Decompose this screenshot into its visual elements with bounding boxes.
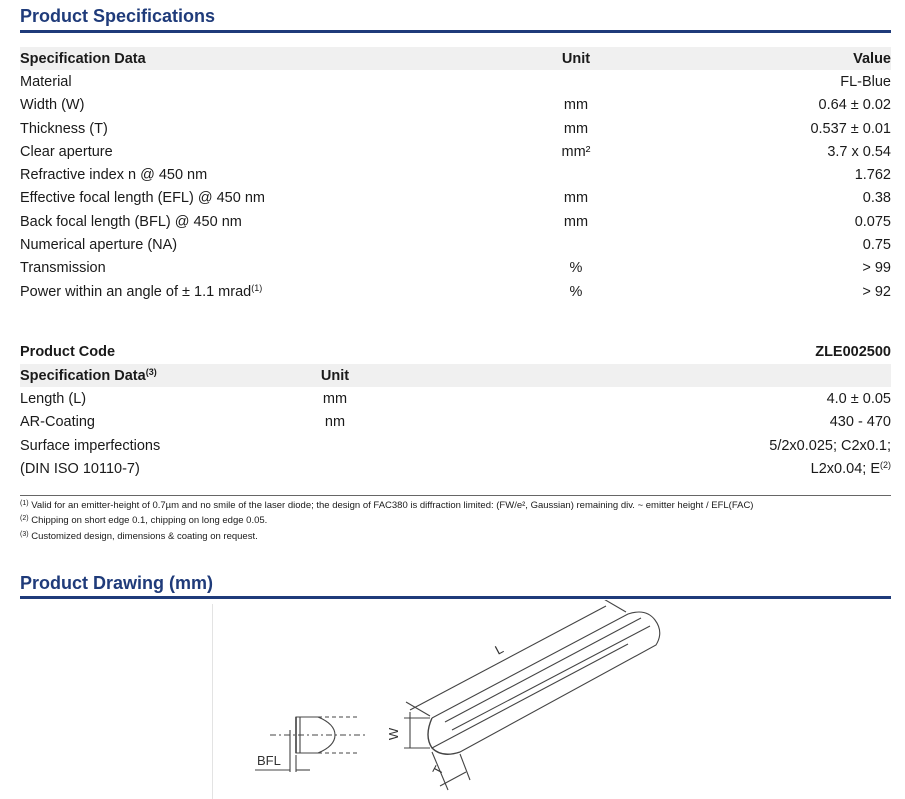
row-label: Transmission [20, 260, 106, 277]
lens-drawing [210, 600, 680, 799]
header-value-empty [400, 364, 891, 387]
header-spec-data: Specification Data [20, 47, 460, 70]
table-row [20, 140, 891, 163]
row-value: 3.7 x 0.54 [827, 143, 891, 160]
lens-3d-view [386, 600, 660, 790]
row-label: Refractive index n @ 450 nm [20, 167, 208, 184]
row-label: Width (W) [20, 97, 85, 114]
footnote-ref: (3) [145, 366, 157, 377]
footnote-2 [20, 515, 267, 526]
row-unit [270, 457, 400, 480]
table-row [20, 163, 891, 186]
table-row [20, 280, 891, 303]
header-value: Value [692, 47, 891, 70]
length-label: L [492, 641, 506, 658]
rod-bottom-edge [432, 644, 628, 748]
row-unit: mm² [561, 143, 591, 160]
thickness-label: T [429, 763, 447, 778]
row-value: FL-Blue [840, 73, 891, 90]
row-value: 0.38 [862, 190, 891, 207]
section-rule [20, 596, 891, 599]
row-value: > 92 [862, 283, 891, 300]
row-value: 4.0 ± 0.05 [826, 390, 891, 407]
spec-table [20, 47, 891, 303]
row-unit: % [569, 283, 583, 300]
row-value [400, 457, 891, 480]
row-label: Clear aperture [20, 143, 113, 160]
table-row [20, 457, 891, 480]
table-row [20, 70, 891, 93]
width-label: W [386, 727, 401, 741]
row-label-text: Power within an angle of ± 1.1 mrad [20, 283, 252, 300]
row-unit: mm [563, 120, 589, 137]
row-label: AR-Coating [20, 414, 95, 431]
table-row [20, 411, 891, 434]
row-unit: mm [563, 190, 589, 207]
row-label: Effective focal length (EFL) @ 450 nm [20, 190, 265, 207]
length-dimension-line [410, 606, 606, 710]
row-value: 1.762 [854, 167, 891, 184]
row-label: Material [20, 73, 72, 90]
product-spec-header [20, 364, 891, 387]
footnote-3 [20, 531, 258, 542]
footnote-text: Chipping on short edge 0.1, chipping on long edge 0.05. [31, 515, 268, 526]
row-unit: mm [563, 213, 589, 230]
row-label: Numerical aperture (NA) [20, 237, 178, 254]
row-unit: % [569, 260, 583, 277]
row-label [20, 280, 460, 303]
row-unit [460, 163, 692, 186]
product-code-label: Product Code [20, 344, 116, 360]
table-row [20, 187, 891, 210]
row-label: (DIN ISO 10110-7) [20, 460, 140, 477]
row-unit: mm [322, 390, 348, 407]
rod-outline-top [432, 612, 660, 752]
product-spec-table [20, 364, 891, 480]
rod-face-line-2 [452, 626, 650, 730]
footnote-mark: (3) [20, 531, 29, 538]
row-value: > 99 [862, 260, 891, 277]
row-value: 5/2x0.025; C2x0.1; [769, 437, 891, 454]
footnote-1 [20, 500, 753, 511]
footnote-divider [20, 495, 891, 496]
bfl-label: BFL [257, 753, 281, 768]
table-row [20, 434, 891, 457]
footnote-mark: (2) [20, 515, 29, 522]
row-unit: nm [324, 414, 346, 431]
header-spec-data [20, 364, 270, 387]
footnote-text: Customized design, dimensions & coating on request. [31, 531, 258, 542]
product-code-row [20, 344, 891, 362]
footnote-ref: (2) [880, 459, 891, 470]
table-row [20, 233, 891, 256]
table-row [20, 94, 891, 117]
section-rule [20, 30, 891, 33]
footnote-mark: (1) [20, 500, 29, 507]
row-value-text: L2x0.04; E [810, 460, 880, 477]
row-value: 0.075 [854, 213, 891, 230]
spec-table-header [20, 47, 891, 70]
row-label: Back focal length (BFL) @ 450 nm [20, 213, 242, 230]
row-unit [460, 233, 692, 256]
row-value: 0.537 ± 0.01 [810, 120, 891, 137]
table-row [20, 387, 891, 410]
row-value: 430 - 470 [829, 414, 891, 431]
header-spec-data-text: Specification Data [20, 367, 146, 384]
row-unit [270, 434, 400, 457]
footnote-ref: (1) [251, 282, 263, 293]
row-value: 0.64 ± 0.02 [818, 97, 891, 114]
row-label: Length (L) [20, 390, 87, 407]
section-title-specifications: Product Specifications [20, 6, 216, 26]
row-unit: mm [563, 97, 589, 114]
table-row [20, 210, 891, 233]
header-unit: Unit [270, 364, 400, 387]
thickness-ext-2 [460, 754, 470, 780]
section-title-drawing: Product Drawing (mm) [20, 573, 214, 593]
row-unit [460, 70, 692, 93]
row-value: 0.75 [862, 237, 891, 254]
row-label: Surface imperfections [20, 437, 161, 454]
product-code-value: ZLE002500 [815, 344, 891, 360]
table-row [20, 117, 891, 140]
row-label: Thickness (T) [20, 120, 108, 137]
header-unit: Unit [460, 47, 692, 70]
footnote-text: Valid for an emitter-height of 0.7µm and no smile of the laser diode; the design of FAC380 is diffraction limited: (FW/e², Gaussian) remaining div. ~ emitter height / EFL(FAC) [31, 500, 754, 511]
table-row [20, 257, 891, 280]
lens-side-profile [255, 717, 365, 772]
